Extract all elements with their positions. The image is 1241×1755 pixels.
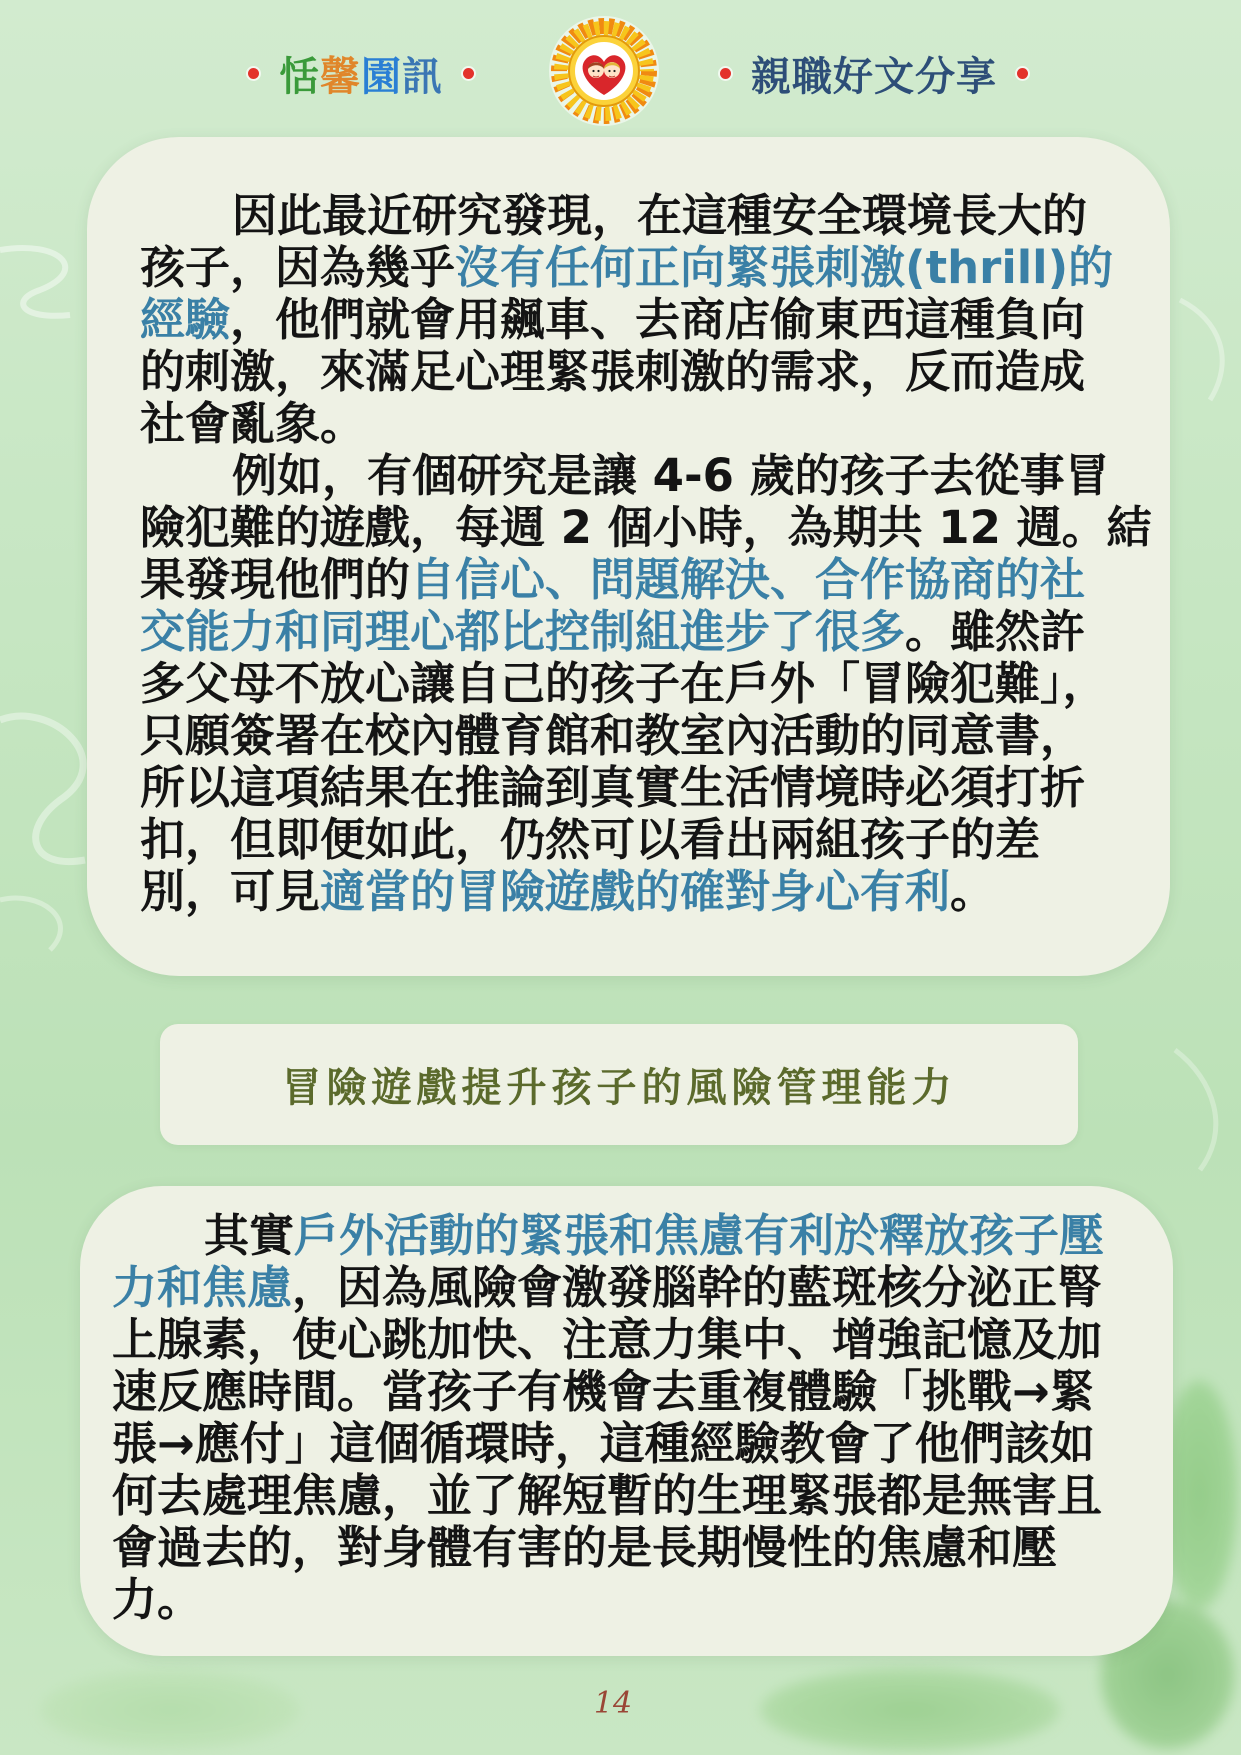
text-line xyxy=(112,1262,1104,1314)
highlighted-text: 經驗 xyxy=(140,293,231,346)
text-line xyxy=(140,658,1152,710)
section-heading-box xyxy=(160,1024,1078,1145)
body-text: 所以這項結果在推論到真實生活情境時必須打折 xyxy=(140,761,1086,814)
body-text: ，因為風險會激發腦幹的藍斑核分泌正腎 xyxy=(292,1261,1103,1314)
text-line xyxy=(140,502,1152,554)
body-text: 的刺激，來滿足心理緊張刺激的需求，反而造成 xyxy=(140,345,1086,398)
text-line xyxy=(112,1366,1104,1418)
body-text: 扣，但即便如此，仍然可以看出兩組孩子的差 xyxy=(140,813,1041,866)
body-text: 險犯難的遊戲，每週 2 個小時，為期共 12 週。結 xyxy=(140,501,1152,554)
article-card-2 xyxy=(80,1186,1173,1656)
text-line xyxy=(140,554,1152,606)
background-swirl xyxy=(0,716,85,862)
text-line xyxy=(140,242,1152,294)
article-text xyxy=(112,1210,1104,1626)
text-line xyxy=(140,346,1152,398)
body-text: 多父母不放心讓自己的孩子在戶外「冒險犯難」， xyxy=(140,657,1108,710)
body-text: 何去處理焦慮，並了解短暫的生理緊張都是無害且 xyxy=(112,1469,1103,1522)
body-text: 只願簽署在校內體育館和教室內活動的同意書， xyxy=(140,709,1086,762)
text-line xyxy=(112,1314,1104,1366)
text-line xyxy=(140,762,1152,814)
brand-char: 訊 xyxy=(402,53,443,100)
newsletter-name xyxy=(279,45,443,102)
text-line xyxy=(140,710,1152,762)
highlighted-text: 戶外活動的緊張和焦慮有利於釋放孩子壓 xyxy=(294,1209,1105,1262)
brand-char: 恬 xyxy=(279,53,320,100)
red-dot-icon xyxy=(248,68,259,79)
text-line xyxy=(112,1522,1104,1574)
body-text: 別，可見 xyxy=(140,865,321,918)
text-line xyxy=(112,1470,1104,1522)
body-text: 因此最近研究發現，在這種安全環境長大的 xyxy=(232,189,1088,242)
text-line xyxy=(140,294,1152,346)
article-text xyxy=(140,190,1152,918)
red-dot-icon xyxy=(1017,68,1028,79)
background-swirl xyxy=(0,248,70,316)
article-card-1 xyxy=(87,137,1170,976)
background-swirl xyxy=(1180,300,1222,400)
body-text: 孩子，因為幾乎 xyxy=(140,241,456,294)
background-swirl xyxy=(0,898,60,950)
red-dot-icon xyxy=(720,68,731,79)
text-line xyxy=(140,398,1152,450)
text-line xyxy=(112,1574,1104,1626)
body-text: 例如，有個研究是讓 4-6 歲的孩子去從事冒 xyxy=(232,449,1110,502)
body-text: ，他們就會用飆車、去商店偷東西這種負向 xyxy=(230,293,1086,346)
text-line xyxy=(112,1210,1104,1262)
newsletter-title xyxy=(248,45,474,101)
highlighted-text: 自信心、問題解決、合作協商的社 xyxy=(410,553,1086,606)
text-line xyxy=(140,450,1152,502)
brand-char: 馨 xyxy=(320,53,361,100)
body-text: 。 xyxy=(950,865,996,918)
highlighted-text: 力和焦慮 xyxy=(112,1261,293,1314)
sun-heart-kids-logo xyxy=(548,15,660,127)
body-text: 社會亂象。 xyxy=(140,397,366,450)
page-number: 14 xyxy=(593,1686,633,1721)
body-text: 其實 xyxy=(204,1209,295,1262)
body-text: 。雖然許 xyxy=(905,605,1086,658)
background-leaf xyxy=(40,1670,300,1750)
brand-char: 園 xyxy=(361,53,402,100)
body-text: 力。 xyxy=(112,1573,203,1626)
highlighted-text: 交能力和同理心都比控制組進步了很多 xyxy=(140,605,906,658)
section-heading: 冒險遊戲提升孩子的風險管理能力 xyxy=(281,1065,957,1111)
body-text: 張→應付」這個循環時，這種經驗教會了他們該如 xyxy=(112,1417,1095,1470)
section-label xyxy=(720,45,1028,101)
background-swirl xyxy=(1175,1050,1216,1170)
text-line xyxy=(140,190,1152,242)
text-line xyxy=(140,866,1152,918)
background-leaf xyxy=(760,1668,1060,1752)
highlighted-text: 沒有任何正向緊張刺激(thrill)的 xyxy=(455,241,1114,294)
section-label-text: 親職好文分享 xyxy=(751,53,997,100)
body-text: 果發現他們的 xyxy=(140,553,411,606)
red-dot-icon xyxy=(463,68,474,79)
text-line xyxy=(140,606,1152,658)
highlighted-text: 適當的冒險遊戲的確對身心有利 xyxy=(320,865,951,918)
body-text: 上腺素，使心跳加快、注意力集中、增強記憶及加 xyxy=(112,1313,1103,1366)
text-line xyxy=(140,814,1152,866)
body-text: 速反應時間。當孩子有機會去重複體驗「挑戰→緊 xyxy=(112,1365,1095,1418)
text-line xyxy=(112,1418,1104,1470)
body-text: 會過去的，對身體有害的是長期慢性的焦慮和壓 xyxy=(112,1521,1058,1574)
